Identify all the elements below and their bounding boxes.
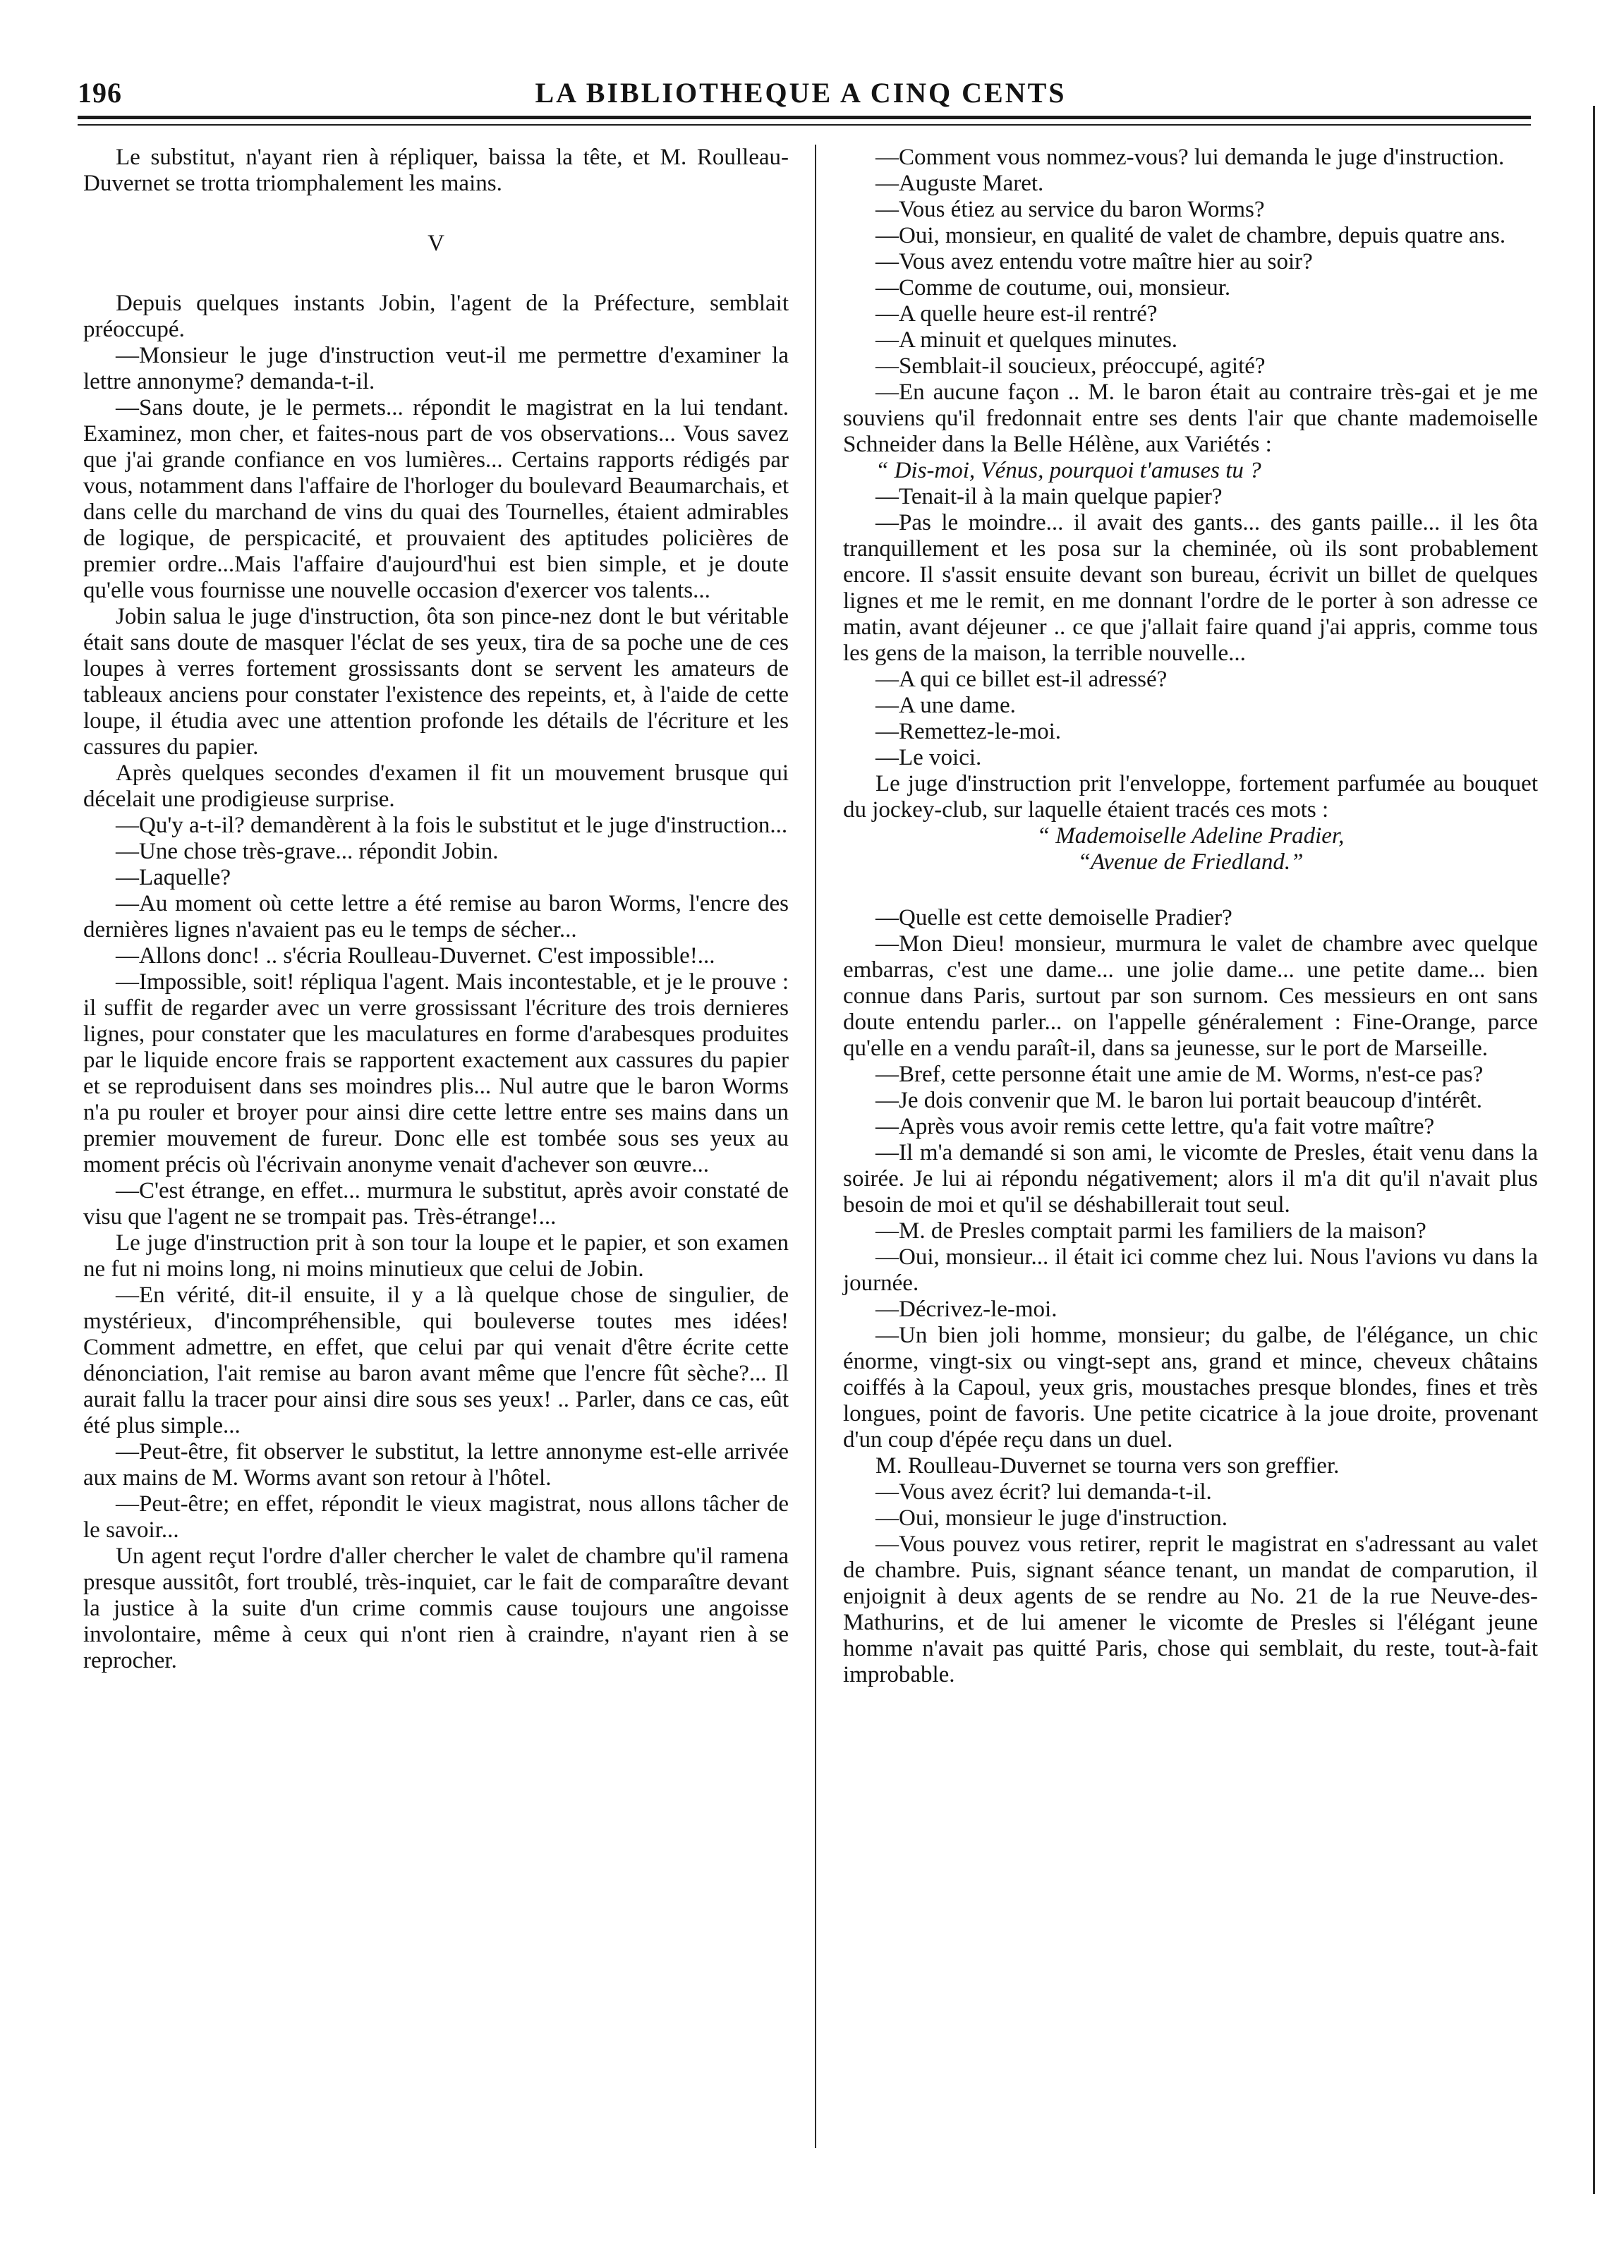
- paragraph: —Auguste Maret.: [875, 171, 1044, 196]
- paragraph: —Mon Dieu! monsieur, murmura le valet de chambre avec quelque embarras, c'est une dame... une jolie dame... une petite dame... bien connue dans Paris, surtout par son surnom. Ces messieurs en ont sans doute entendu parler... on l'appelle généralement : Fine-Orange, parce qu'elle en a vendu paraît-il, dans sa jeunesse, sur le port de Marseille.: [843, 931, 1538, 1061]
- paragraph: Depuis quelques instants Jobin, l'agent de la Préfecture, semblait préoccupé.: [83, 291, 789, 342]
- column-divider: [815, 145, 816, 2148]
- paragraph: —Peut-être; en effet, répondit le vieux magistrat, nous allons tâcher de le savoir...: [83, 1491, 789, 1543]
- paragraph: —Vous pouvez vous retirer, reprit le magistrat en s'adressant au valet de chambre. Puis, signant séance tenant, un mandat de comparution, il enjoignit à deux agents de se rendre au No. 21 de la rue Neuve-des-Mathurins, et de lui amener le vicomte de Presles si l'élégant jeune homme n'avait pas quitté Paris, chose qui semblait, du reste, tout-à-fait improbable.: [843, 1532, 1538, 1687]
- paragraph: —Après vous avoir remis cette lettre, qu'a fait votre maître?: [875, 1114, 1435, 1139]
- paragraph: —Allons donc! .. s'écria Roulleau-Duvernet. C'est impossible!...: [116, 943, 715, 969]
- paragraph: —Vous étiez au service du baron Worms?: [875, 197, 1265, 222]
- left-column: [83, 145, 789, 1674]
- paragraph: Après quelques secondes d'examen il fit un mouvement brusque qui décelait une prodigieuse surprise.: [83, 760, 789, 812]
- paragraph: —Vous avez écrit? lui demanda-t-il.: [875, 1479, 1212, 1505]
- envelope-address-line: “Avenue de Friedland.”: [1077, 849, 1304, 875]
- paragraph: Le substitut, n'ayant rien à répliquer, baissa la tête, et M. Roulleau-Duvernet se trotta triomphalement les mains.: [83, 145, 789, 196]
- paragraph: Le juge d'instruction prit à son tour la loupe et le papier, et son examen ne fut ni moins long, ni moins minutieux que celui de Jobin.: [83, 1230, 789, 1282]
- paragraph: —Je dois convenir que M. le baron lui portait beaucoup d'intérêt.: [875, 1088, 1483, 1113]
- page-edge-rule: [1593, 106, 1595, 2194]
- header-rule-thick: [78, 116, 1531, 119]
- header-rule-thin: [78, 124, 1531, 126]
- paragraph: —Peut-être, fit observer le substitut, la lettre annonyme est-elle arrivée aux mains de M. Worms avant son retour à l'hôtel.: [83, 1439, 789, 1491]
- paragraph: —Semblait-il soucieux, préoccupé, agité?: [875, 353, 1266, 379]
- paragraph: —A qui ce billet est-il adressé?: [875, 667, 1168, 692]
- paragraph: —Bref, cette personne était une amie de M. Worms, n'est-ce pas?: [875, 1062, 1484, 1087]
- paragraph: M. Roulleau-Duvernet se tourna vers son greffier.: [875, 1453, 1340, 1479]
- paragraph: —Décrivez-le-moi.: [875, 1297, 1058, 1322]
- paragraph: —Oui, monsieur le juge d'instruction.: [875, 1505, 1228, 1531]
- envelope-address-line: “ Mademoiselle Adeline Pradier,: [1036, 823, 1345, 849]
- paragraph: —M. de Presles comptait parmi les familiers de la maison?: [875, 1218, 1426, 1244]
- song-quote: “ Dis-moi, Vénus, pourquoi t'amuses tu ?: [875, 458, 1261, 483]
- right-column: [843, 145, 1538, 1688]
- paragraph: —Une chose très-grave... répondit Jobin.: [116, 839, 499, 864]
- paragraph: —En vérité, dit-il ensuite, il y a là quelque chose de singulier, de mystérieux, d'incompréhensible, qui bouleverse toutes mes idées! Comment admettre, en effet, que celui par qui venait d'être écrite cette dénonciation, l'ait remise au baron avant même que l'encre fût sèche?... Il aurait fallu la tracer pour ainsi dire sous ses yeux! .. Parler, dans ce cas, eût été plus simple...: [83, 1282, 789, 1438]
- paragraph: Un agent reçut l'ordre d'aller chercher le valet de chambre qu'il ramena presque aussitôt, fort troublé, très-inquiet, car le fait de comparaître devant la justice à la suite d'un crime commis cause toujours une angoisse involontaire, même à ceux qui n'ont rien à craindre, n'ayant rien à se reprocher.: [83, 1544, 789, 1673]
- paragraph: —Oui, monsieur... il était ici comme chez lui. Nous l'avions vu dans la journée.: [843, 1244, 1538, 1296]
- paragraph: —A quelle heure est-il rentré?: [875, 301, 1158, 327]
- paragraph: —Oui, monsieur, en qualité de valet de chambre, depuis quatre ans.: [875, 223, 1506, 248]
- paragraph: Le juge d'instruction prit l'enveloppe, fortement parfumée au bouquet du jockey-club, sur laquelle étaient tracés ces mots :: [843, 771, 1538, 823]
- page-number: 196: [78, 77, 122, 109]
- paragraph: —Laquelle?: [116, 865, 231, 890]
- paragraph: —Comment vous nommez-vous? lui demanda le juge d'instruction.: [875, 145, 1505, 170]
- paragraph: —Impossible, soit! répliqua l'agent. Mais incontestable, et je le prouve : il suffit de regarder avec un verre grossissant l'écriture des trois dernieres lignes, pour constater que les maculatures en forme d'arabesques produites par le liquide encore frais se rapportent exactement aux cassures du papier et se reproduisent dans ses moindres plis... Nul autre que le baron Worms n'a pu rouler et broyer pour ainsi dire cette lettre entre ses mains dans un premier mouvement de fureur. Donc elle est tombée sous ses yeux au moment précis où l'écrivain anonyme venait d'achever son œuvre...: [83, 969, 789, 1177]
- paragraph: —Sans doute, je le permets... répondit le magistrat en la lui tendant. Examinez, mon cher, et faites-nous part de vos observations... Vous savez que j'ai grande confiance en vos lumières... Certains rapports rédigés par vous, notamment dans l'affaire de l'horloger du boulevard Beaumarchais, et dans celle du marchand de vins du quai des Tournelles, étaient admirables de logique, de perspicacité, et prouvaient des aptitudes policières de premier ordre...Mais l'affaire d'aujourd'hui est bien simple, et je doute qu'elle vous fournisse une nouvelle occasion d'exercer vos talents...: [83, 395, 789, 603]
- paragraph: —C'est étrange, en effet... murmura le substitut, après avoir constaté de visu que l'agent ne se trompait pas. Très-étrange!...: [83, 1178, 789, 1230]
- paragraph: —Au moment où cette lettre a été remise au baron Worms, l'encre des dernières lignes n'avaient pas eu le temps de sécher...: [83, 891, 789, 942]
- paragraph: —En aucune façon .. M. le baron était au contraire très-gai et je me souviens qu'il fredonnait entre ses dents l'air que chante mademoiselle Schneider dans la Belle Hélène, aux Variétés :: [843, 380, 1538, 457]
- paragraph: —Comme de coutume, oui, monsieur.: [875, 275, 1231, 301]
- paragraph: —Il m'a demandé si son ami, le vicomte de Presles, était venu dans la soirée. Je lui ai répondu négativement; alors il m'a dit qu'il n'avait plus besoin de moi et qu'il se déshabillerait tout seul.: [843, 1140, 1538, 1218]
- paragraph: —A minuit et quelques minutes.: [875, 327, 1178, 353]
- page-header: [78, 76, 1524, 113]
- paragraph: —Monsieur le juge d'instruction veut-il me permettre d'examiner la lettre annonyme? demanda-t-il.: [83, 343, 789, 394]
- paragraph: —Remettez-le-moi.: [875, 719, 1061, 744]
- paragraph: Jobin salua le juge d'instruction, ôta son pince-nez dont le but véritable était sans doute de masquer l'éclat de ses yeux, tira de sa poche une de ces loupes à verres fortement grossissants dont se servent les amateurs de tableaux anciens pour constater l'existence des repeints, et, à l'aide de cette loupe, il étudia avec une attention profonde les détails de l'écriture et les cassures du papier.: [83, 604, 789, 760]
- paragraph: —Tenait-il à la main quelque papier?: [875, 484, 1223, 509]
- running-title: LA BIBLIOTHEQUE A CINQ CENTS: [535, 77, 1067, 109]
- section-heading: V: [428, 231, 444, 256]
- paragraph: —Le voici.: [875, 745, 982, 770]
- paragraph: —A une dame.: [875, 693, 1016, 718]
- paragraph: —Un bien joli homme, monsieur; du galbe, de l'élégance, un chic énorme, vingt-six ou vingt-sept ans, grand et mince, cheveux châtains coiffés à la Capoul, yeux gris, moustaches presque blondes, fines et très longues, point de favoris. Une petite cicatrice à la joue droite, provenant d'un coup d'épée reçu dans un duel.: [843, 1323, 1538, 1453]
- paragraph: —Vous avez entendu votre maître hier au soir?: [875, 249, 1313, 274]
- paragraph: —Pas le moindre... il avait des gants... des gants paille... il les ôta tranquillement et les posa sur la cheminée, où ils sont probablement encore. Il s'assit ensuite devant son bureau, écrivit un billet de quelques lignes et me le remit, en me donnant l'ordre de le porter à son adresse ce matin, avant déjeuner .. ce que j'allait faire quand j'ai appris, comme tous les gens de la maison, la terrible nouvelle...: [843, 510, 1538, 666]
- paragraph: —Quelle est cette demoiselle Pradier?: [875, 905, 1232, 930]
- paragraph: —Qu'y a-t-il? demandèrent à la fois le substitut et le juge d'instruction...: [116, 813, 788, 838]
